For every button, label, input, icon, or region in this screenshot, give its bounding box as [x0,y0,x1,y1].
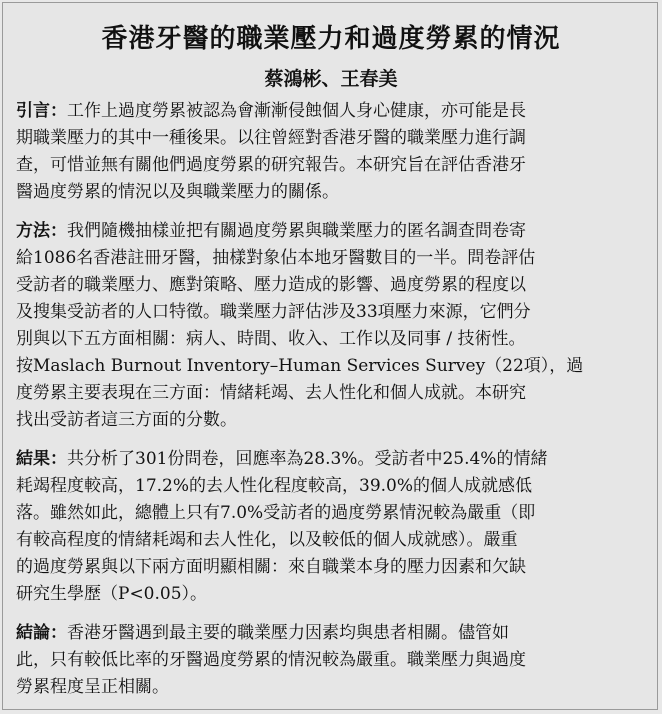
paragraph-line: 受訪者的職業壓力、應對策略、壓力造成的影響、過度勞累的程度以 [16,275,526,295]
paragraph-line [16,446,648,473]
section-heading: 引言： [16,101,67,121]
paragraph-line: 的過度勞累與以下兩方面明顯相關：來自職業本身的壓力因素和欠缺 [16,557,526,577]
section-conclusion [16,620,648,701]
paragraph-line: 找出受訪者這三方面的分數。 [16,410,237,430]
paragraph-text: 我們隨機抽樣並把有關過度勞累與職業壓力的匿名調查問卷寄 [67,221,526,241]
paragraph-line: 此，只有較低比率的牙醫過度勞累的情況較為嚴重。職業壓力與過度 [16,650,526,670]
paragraph-text: 香港牙醫遇到最主要的職業壓力因素均與患者相關。儘管如 [67,623,509,643]
paragraph-line [16,98,648,125]
page-title: 香港牙醫的職業壓力和過度勞累的情況 [101,24,561,54]
paragraph-line: 按Maslach Burnout Inventory–Human Services Survey（22項），過 [16,356,584,376]
paragraph-line: 度勞累主要表現在三方面：情緒耗竭、去人性化和個人成就。本研究 [16,383,526,403]
paragraph-line: 落。雖然如此，總體上只有7.0%受訪者的過度勞累情況較為嚴重（即 [16,503,536,523]
paragraph-line: 耗竭程度較高，17.2%的去人性化程度較高，39.0%的個人成就感低 [16,476,533,496]
paragraph-line: 研究生學歷（P<0.05）。 [16,584,208,604]
paragraph-line: 給1086名香港註冊牙醫，抽樣對象佔本地牙醫數目的一半。問卷評估 [16,248,536,268]
section-introduction [16,98,648,206]
paragraph-line: 查，可惜並無有關他們過度勞累的研究報告。本研究旨在評估香港牙 [16,155,526,175]
paragraph-line [16,620,648,647]
authors: 蔡鴻彬、王春美 [264,68,398,90]
section-methods [16,218,648,434]
section-heading: 結果： [16,449,67,469]
paragraph-line: 勞累程度呈正相關。 [16,677,169,697]
section-results [16,446,648,608]
paragraph-line: 醫過度勞累的情況以及與職業壓力的關係。 [16,182,339,202]
paragraph-line [16,218,648,245]
paragraph-text: 共分析了301份問卷，回應率為28.3%。受訪者中25.4%的情緒 [67,449,548,469]
paragraph-text: 工作上過度勞累被認為會漸漸侵蝕個人身心健康，亦可能是長 [67,101,526,121]
paragraph-line: 期職業壓力的其中一種後果。以往曾經對香港牙醫的職業壓力進行調 [16,128,526,148]
paragraph-line: 有較高程度的情緒耗竭和去人性化，以及較低的個人成就感）。嚴重 [16,530,518,550]
paragraph-line: 及搜集受訪者的人口特徵。職業壓力評估涉及33項壓力來源，它們分 [16,302,531,322]
section-heading: 方法： [16,221,67,241]
paragraph-line: 別與以下五方面相關：病人、時間、收入、工作以及同事 / 技術性。 [16,329,526,349]
section-heading: 結論： [16,623,67,643]
